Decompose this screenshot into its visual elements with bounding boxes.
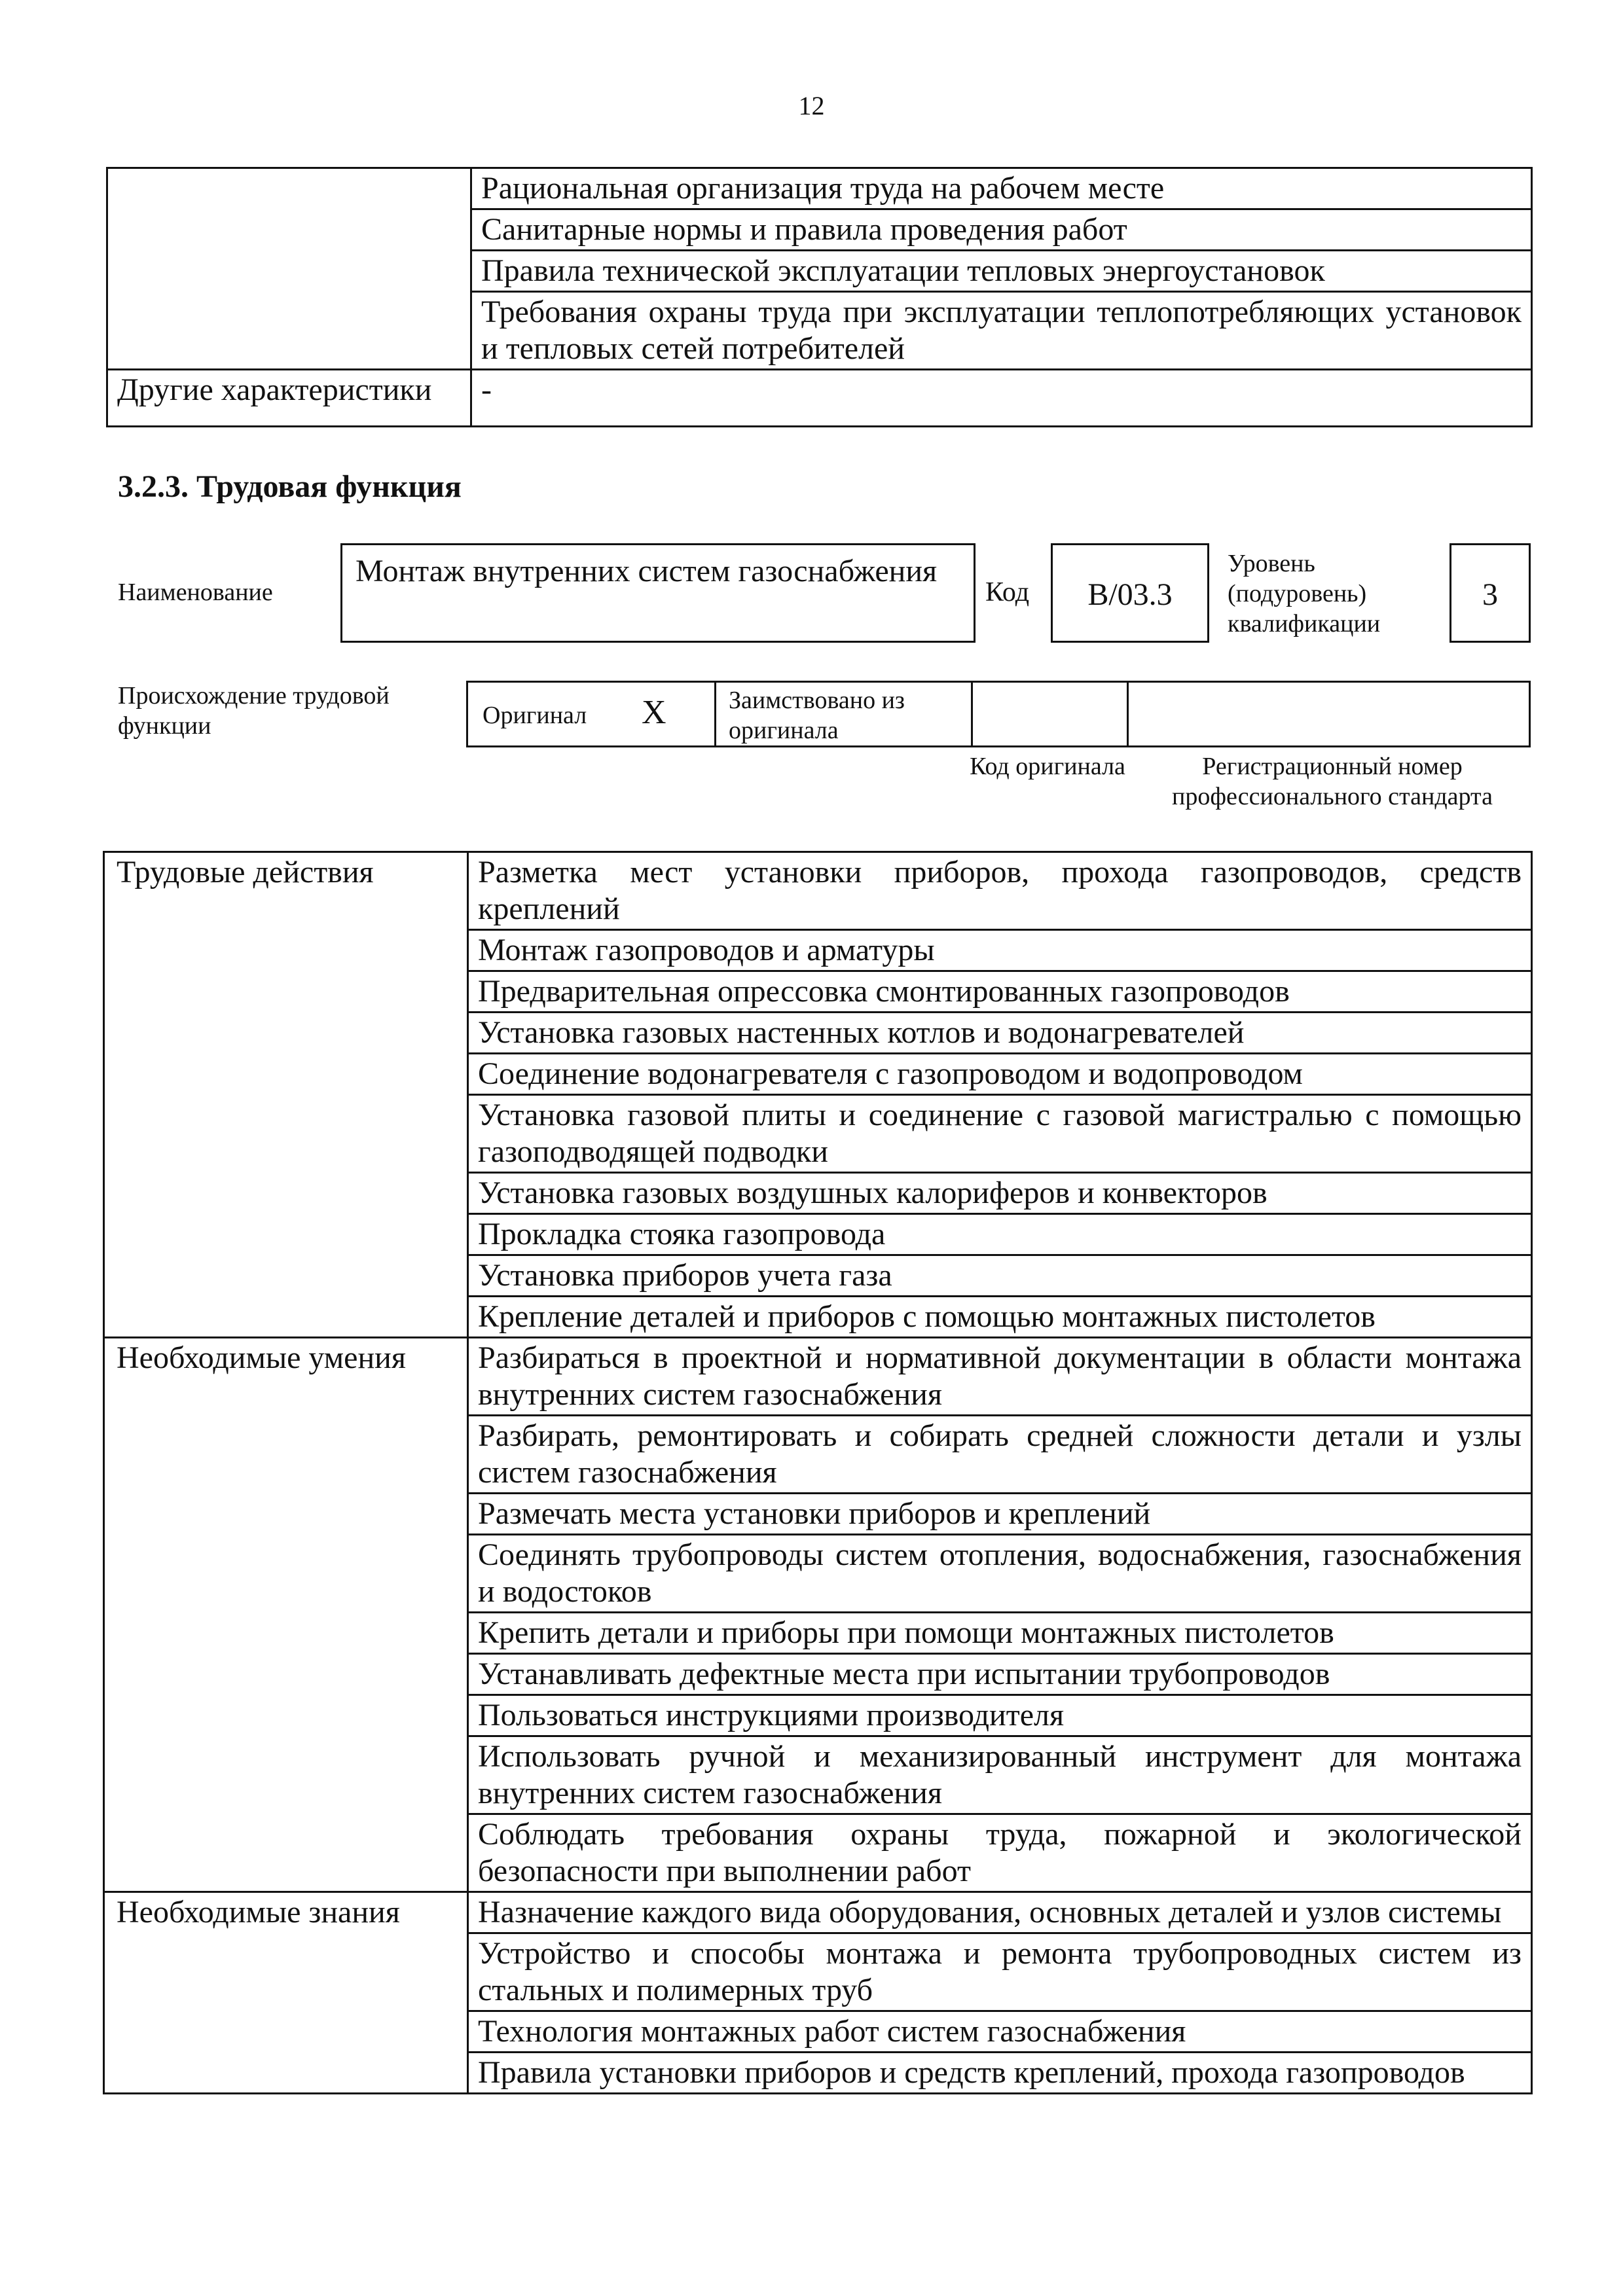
action-item: Разметка мест установки приборов, прохода газопроводов, средств креплений [468,852,1532,930]
section-heading: 3.2.3. Трудовая функция [118,469,462,504]
knowledge-label: Необходимые знания [104,1892,468,2094]
other-characteristics-label: Другие характеристики [107,370,471,427]
divider [714,683,716,745]
original-label: Оригинал [483,702,587,729]
skill-item: Соединять трубопроводы систем отопления, водоснабжения, газоснабжения и водостоков [468,1535,1532,1613]
other-characteristics-value: - [471,370,1532,427]
action-item: Монтаж газопроводов и арматуры [468,930,1532,971]
skill-item: Пользоваться инструкциями производителя [468,1695,1532,1736]
knowledge-item: Технология монтажных работ систем газоснабжения [468,2011,1532,2053]
knowledge-item: Рациональная организация труда на рабочем месте [471,168,1532,209]
level-value: 3 [1450,543,1531,643]
borrowed-label: Заимствовано из оригинала [729,687,905,744]
action-item: Установка газовых воздушных калориферов и конвекторов [468,1173,1532,1214]
knowledge-item: Правила технической эксплуатации тепловых энергоустановок [471,251,1532,292]
skill-item: Разбирать, ремонтировать и собирать средней сложности детали и узлы систем газоснабжения [468,1416,1532,1494]
code-label: Код [985,577,1030,607]
main-table [103,851,1533,2094]
knowledge-item: Санитарные нормы и правила проведения работ [471,209,1532,251]
page-number: 12 [798,91,825,120]
action-item: Установка газовой плиты и соединение с газовой магистралью с помощью газоподводящей подводки [468,1095,1532,1173]
knowledge-item: Назначение каждого вида оборудования, основных деталей и узлов системы [468,1892,1532,1933]
divider [1127,683,1129,745]
origin-label: Происхождение трудовой функции [118,682,390,740]
action-item: Крепление деталей и приборов с помощью монтажных пистолетов [468,1297,1532,1338]
top-table [106,167,1533,427]
skill-item: Соблюдать требования охраны труда, пожарной и экологической безопасности при выполнении работ [468,1814,1532,1892]
knowledge-item: Устройство и способы монтажа и ремонта трубопроводных систем из стальных и полимерных труб [468,1933,1532,2011]
skills-label: Необходимые умения [104,1338,468,1892]
skill-item: Разбираться в проектной и нормативной документации в области монтажа внутренних систем газоснабжения [468,1338,1532,1416]
action-item: Соединение водонагревателя с газопроводом и водопроводом [468,1054,1532,1095]
level-label: Уровень (подуровень) квалификации [1228,550,1381,637]
divider [971,683,973,745]
action-item: Предварительная опрессовка смонтированных газопроводов [468,971,1532,1013]
code-original-label: Код оригинала [970,753,1125,780]
skill-item: Размечать места установки приборов и креплений [468,1494,1532,1535]
reg-number-label: Регистрационный номер профессионального стандарта [1172,753,1493,810]
empty-category-cell [107,168,471,370]
knowledge-item: Правила установки приборов и средств креплений, прохода газопроводов [468,2053,1532,2094]
name-label: Наименование [118,579,273,606]
action-item: Установка приборов учета газа [468,1255,1532,1297]
origin-box [466,681,1531,747]
name-value: Монтаж внутренних систем газоснабжения [340,543,976,643]
action-item: Установка газовых настенных котлов и водонагревателей [468,1013,1532,1054]
knowledge-item: Требования охраны труда при эксплуатации теплопотребляющих установок и тепловых сетей потребителей [471,292,1532,370]
skill-item: Крепить детали и приборы при помощи монтажных пистолетов [468,1613,1532,1654]
original-mark: X [642,694,666,731]
action-item: Прокладка стояка газопровода [468,1214,1532,1255]
code-value: B/03.3 [1051,543,1209,643]
skill-item: Использовать ручной и механизированный инструмент для монтажа внутренних систем газоснабжения [468,1736,1532,1814]
skill-item: Устанавливать дефектные места при испытании трубопроводов [468,1654,1532,1695]
actions-label: Трудовые действия [104,852,468,1338]
